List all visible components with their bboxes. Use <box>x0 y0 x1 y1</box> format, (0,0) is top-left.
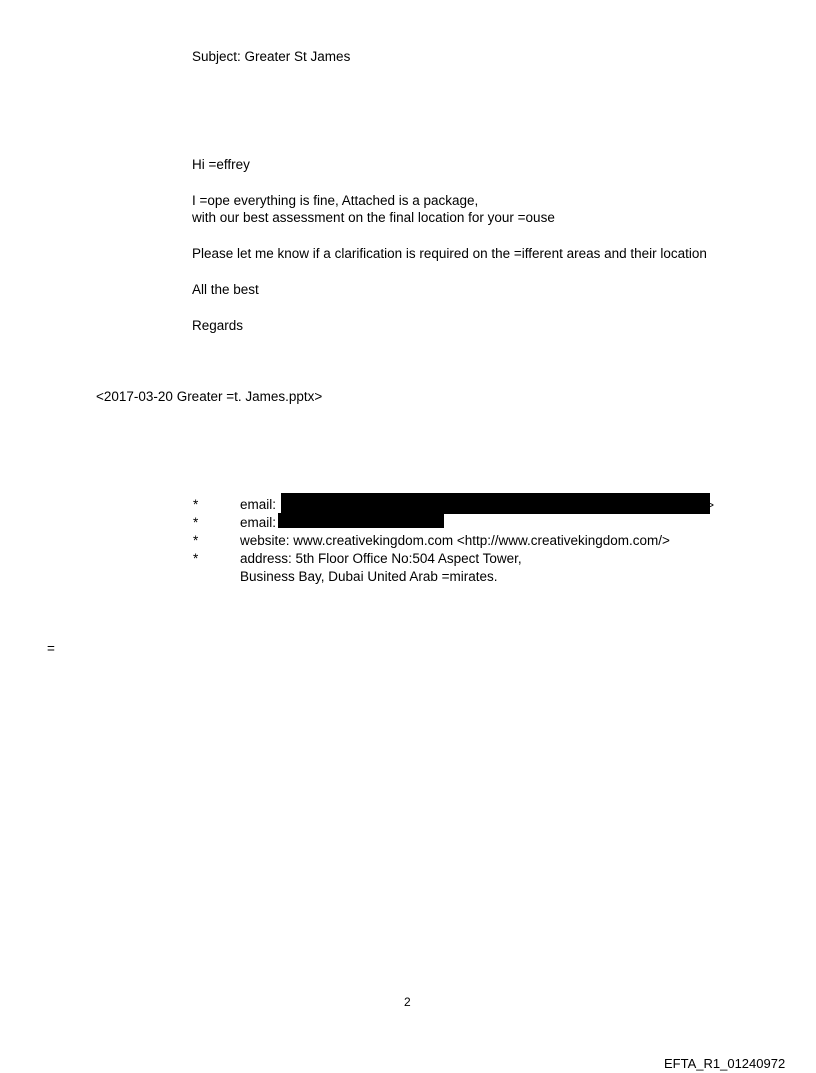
signature-address-line-2: Business Bay, Dubai United Arab =mirates. <box>240 569 498 584</box>
redaction-bar <box>278 513 444 528</box>
email-greeting: Hi =effrey <box>192 157 250 172</box>
email-closing-1: All the best <box>192 282 259 297</box>
signature-website: website: www.creativekingdom.com <http://www.creativekingdom.com/> <box>240 533 670 548</box>
signature-email-trailing: > <box>707 498 715 512</box>
email-subject: Subject: Greater St James <box>192 49 351 64</box>
stray-equals-sign: = <box>47 641 55 656</box>
bullet-marker: * <box>193 497 199 512</box>
attachment-name: <2017-03-20 Greater =t. James.pptx> <box>96 389 323 404</box>
signature-email-label-2: email: <box>240 515 277 530</box>
signature-email-label-1: email: <box>240 497 277 512</box>
page-number: 2 <box>404 995 411 1009</box>
email-body-line-2: with our best assessment on the final location for your =ouse <box>192 210 555 225</box>
bullet-marker: * <box>193 515 199 530</box>
signature-address-line-1: address: 5th Floor Office No:504 Aspect Tower, <box>240 551 522 566</box>
email-body-line-1: I =ope everything is fine, Attached is a package, <box>192 193 479 208</box>
bullet-marker: * <box>193 551 199 566</box>
email-body-paragraph-2: Please let me know if a clarification is required on the =ifferent areas and their location <box>192 246 707 261</box>
document-id: EFTA_R1_01240972 <box>664 1056 786 1071</box>
bullet-marker: * <box>193 533 199 548</box>
redaction-bar <box>281 493 710 514</box>
email-closing-2: Regards <box>192 318 244 333</box>
